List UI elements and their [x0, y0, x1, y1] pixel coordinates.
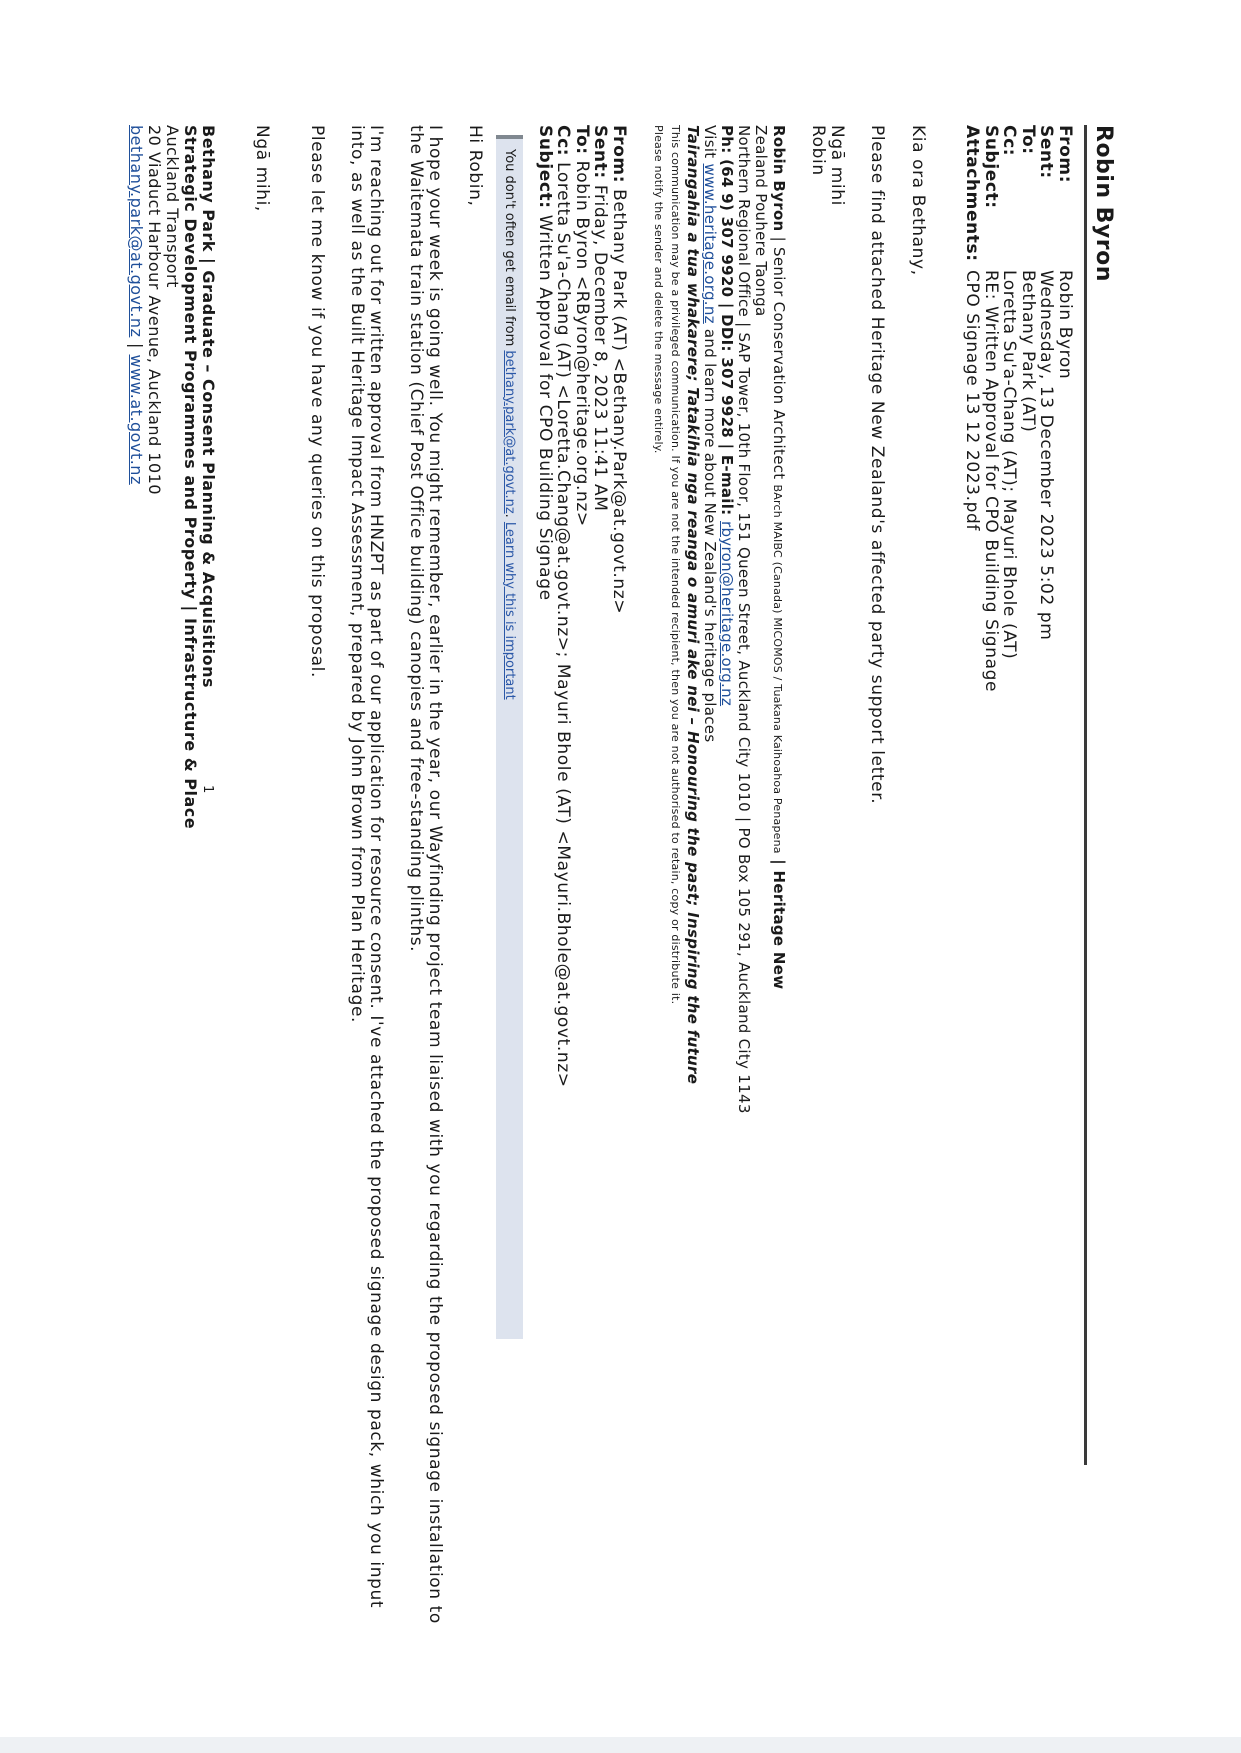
- sender-sig-sep: |: [127, 337, 146, 355]
- scan-edge: [0, 1737, 1241, 1753]
- sender-sig-line-3: Auckland Transport: [163, 125, 182, 288]
- notice-mid: .: [502, 513, 518, 522]
- orig-to-label: To:: [572, 125, 592, 155]
- external-sender-notice: [497, 135, 524, 1339]
- meta-attachments-value: CPO Signage 13 12 2023.pdf: [962, 270, 983, 531]
- sig-website-link[interactable]: www.heritage.org.nz: [701, 163, 719, 324]
- sig-name: Robin Byron: [770, 125, 788, 232]
- meta-subject-label: Subject:: [981, 125, 1001, 209]
- orig-subject-label: Subject:: [535, 125, 555, 209]
- original-email-header: [536, 125, 629, 1630]
- title-rule: [1084, 125, 1087, 1465]
- sig-disclaimer-1: This communication may be a privileged communication. If you are not the intended recipient, then you are not authorised to retain, copy or distribute it.: [669, 125, 682, 1005]
- meta-to-value: Bethany Park (AT): [1018, 270, 1038, 433]
- message-para-3: Please let me know if you have any queries on this proposal.: [307, 125, 327, 678]
- orig-to-value: Robin Byron <RByron@heritage.org.nz>: [572, 154, 592, 527]
- message-signoff: Ngā mihi,: [252, 125, 273, 212]
- sender-sig-line-2: Strategic Development Programmes and Property | Infrastructure & Place: [181, 125, 200, 830]
- meta-sent-label: Sent:: [1036, 125, 1057, 179]
- signature-block: [650, 125, 787, 1630]
- orig-cc-label: Cc:: [553, 125, 574, 157]
- sig-phone: Ph: (64 9) 307 9920 | DDI: 307 9928 | E-mail:: [718, 125, 736, 521]
- notice-learn-link[interactable]: Learn why this is important: [502, 521, 518, 700]
- meta-to-label: To:: [1018, 125, 1038, 155]
- meta-sent-value: Wednesday, 13 December 2023 5:02 pm: [1036, 270, 1057, 641]
- page-number: 1: [200, 785, 215, 794]
- reply-body: Please find attached Heritage New Zealand's affected party support letter.: [867, 125, 888, 805]
- orig-from-value: Bethany Park (AT) <Bethany.Park@at.govt.nz>: [609, 183, 629, 615]
- sig-sep: |: [770, 231, 788, 248]
- sender-sig-line-1: Bethany Park | Graduate – Consent Planning & Acquisitions: [199, 125, 218, 689]
- orig-subject-value: Written Approval for CPO Building Signage: [535, 208, 555, 601]
- sender-sig-line-4: 20 Viaduct Harbour Avenue, Auckland 1010: [145, 125, 164, 496]
- meta-from-label: From:: [1055, 125, 1075, 184]
- reply-name: Robin: [808, 125, 829, 176]
- message-para-2: I'm reaching out for written approval from HNZPT as part of our application for resource consent. I've attached the proposed signage design pack, which you input into, as well as the Built Heritage Impact Assessment, prepared by John Brown from Plan Heritage.: [347, 125, 386, 1609]
- sig-visit-suffix: and learn more about New Zealand's heritage places: [701, 323, 719, 743]
- sender-website-link[interactable]: www.at.govt.nz: [127, 354, 146, 485]
- meta-cc-label: Cc:: [999, 125, 1020, 157]
- rotated-page: [127, 125, 1120, 1630]
- sig-org-1: | Heritage New: [770, 853, 788, 990]
- orig-sent-label: Sent:: [590, 125, 611, 179]
- reply-signoff: Ngā mihi: [827, 125, 847, 206]
- sig-motto: Tairangahia a tua whakarere; Tatakihia nga reanga o amuri ake nei – Honouring the past; Inspiring the future: [684, 125, 702, 1085]
- message-para-1: I hope your week is going well. You might remember, earlier in the year, our Wayfinding project team liaised with you regarding the proposed signage installation to the Waitemata train station (Chief Post Office building) canopies and free-standing plinths.: [406, 125, 445, 1624]
- meta-cc-value: Loretta Su'a-Chang (AT); Mayuri Bhole (AT): [999, 270, 1020, 660]
- sig-address: Northern Regional Office | SAP Tower, 10th Floor, 151 Queen Street, Auckland City 1010 | PO Box 105 291, Auckland City 1143: [735, 125, 753, 1114]
- notice-email-link[interactable]: bethany.park@at.govt.nz: [502, 350, 518, 514]
- notice-prefix: You don't often get email from: [502, 149, 518, 351]
- orig-from-label: From:: [609, 125, 629, 184]
- sender-signature: [127, 125, 217, 1630]
- orig-sent-value: Friday, December 8, 2023 11:41 AM: [590, 178, 611, 512]
- page-title: Robin Byron: [1091, 125, 1116, 282]
- sig-email-link[interactable]: rbyron@heritage.org.nz: [718, 521, 736, 707]
- message-greeting: Hi Robin,: [465, 125, 486, 207]
- email-meta: [963, 125, 1074, 1630]
- meta-subject-value: RE: Written Approval for CPO Building Signage: [981, 270, 1001, 693]
- orig-cc-value: Loretta Su'a-Chang (AT) <Loretta.Chang@at.govt.nz>; Mayuri Bhole (AT) <Mayuri.Bhole@at.govt.nz>: [553, 156, 574, 1088]
- meta-from-value: Robin Byron: [1055, 270, 1075, 380]
- sig-org-2: Zealand Pouhere Taonga: [752, 125, 770, 317]
- sig-visit-prefix: Visit: [701, 125, 719, 164]
- sig-role: Senior Conservation Architect: [770, 247, 788, 480]
- reply-greeting: Kia ora Bethany,: [908, 125, 928, 276]
- meta-attachments-label: Attachments:: [962, 125, 983, 262]
- sender-email-link[interactable]: bethany.park@at.govt.nz: [127, 125, 146, 338]
- sig-quals: BArch MAIBC (Canada) MICOMOS / Tuakana Kaihoahoa Penapena: [771, 484, 784, 854]
- sig-disclaimer-2: Please notify the sender and delete the message entirely.: [652, 125, 665, 454]
